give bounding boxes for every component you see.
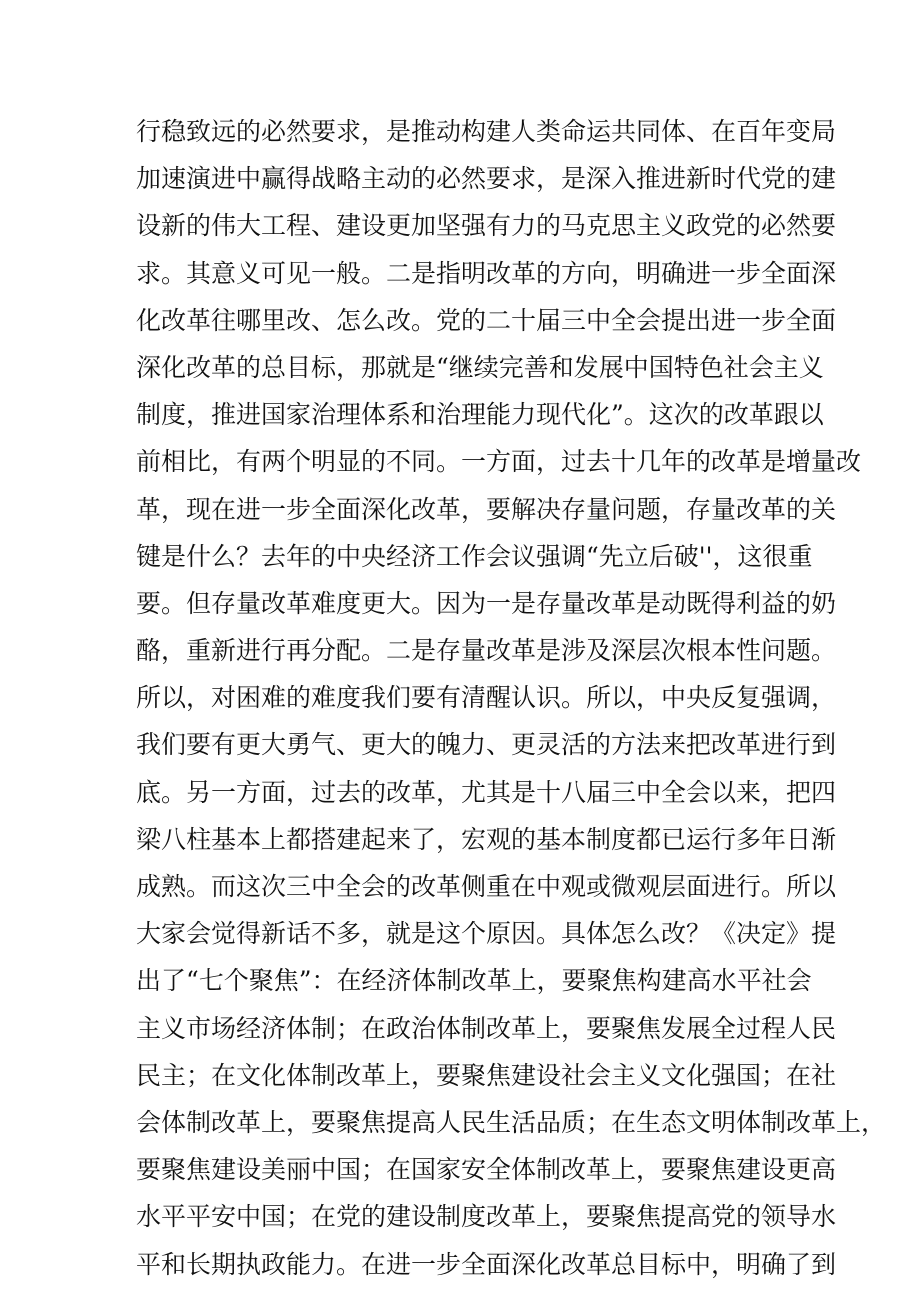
text-line: 平和长期执政能力。在进一步全面深化改革总目标中，明确了到 bbox=[136, 1249, 837, 1279]
text-line: 底。另一方面，过去的改革，尤其是十八届三中全会以来，把四 bbox=[136, 777, 837, 807]
text-line: 前相比，有两个明显的不同。一方面，过去十几年的改革是增量改 bbox=[136, 447, 862, 477]
text-line: 水平平安中国；在党的建设制度改革上，要聚焦提高党的领导水 bbox=[136, 1202, 837, 1232]
text-line: 会体制改革上，要聚焦提高人民生活品质；在生态文明体制改革上， bbox=[136, 1107, 887, 1137]
text-line: 梁八柱基本上都搭建起来了，宏观的基本制度都已运行多年日渐 bbox=[136, 824, 837, 854]
text-line: 化改革往哪里改、怎么改。党的二十届三中全会提出进一步全面 bbox=[136, 305, 837, 335]
text-line: 主义市场经济体制；在政治体制改革上，要聚焦发展全过程人民 bbox=[136, 1013, 837, 1043]
text-line: 出了“七个聚焦”：在经济体制改革上，要聚焦构建高水平社会 bbox=[136, 966, 812, 996]
text-line: 加速演进中赢得战略主动的必然要求，是深入推进新时代党的建 bbox=[136, 164, 837, 194]
body-text bbox=[136, 108, 887, 1288]
text-line: 所以，对困难的难度我们要有清醒认识。所以，中央反复强调， bbox=[136, 683, 837, 713]
text-line: 行稳致远的必然要求，是推动构建人类命运共同体、在百年变局 bbox=[136, 117, 837, 146]
text-line: 革，现在进一步全面深化改革，要解决存量问题，存量改革的关 bbox=[136, 494, 837, 524]
text-line: 要聚焦建设美丽中国；在国家安全体制改革上，要聚焦建设更高 bbox=[136, 1155, 837, 1185]
text-line: 制度，推进国家治理体系和治理能力现代化”。这次的改革跟以 bbox=[136, 400, 824, 430]
text-line: 民主；在文化体制改革上，要聚焦建设社会主义文化强国；在社 bbox=[136, 1060, 837, 1090]
text-line: 大家会觉得新话不多，就是这个原因。具体怎么改？《决定》提 bbox=[136, 919, 837, 949]
text-line: 设新的伟大工程、建设更加坚强有力的马克思主义政党的必然要 bbox=[136, 211, 837, 241]
text-line: 酪，重新进行再分配。二是存量改革是涉及深层次根本性问题。 bbox=[136, 636, 837, 666]
text-line: 键是什么？去年的中央经济工作会议强调“先立后破''，这很重 bbox=[136, 541, 813, 571]
text-line: 求。其意义可见一般。二是指明改革的方向，明确进一步全面深 bbox=[136, 258, 837, 288]
text-line: 成熟。而这次三中全会的改革侧重在中观或微观层面进行。所以 bbox=[136, 872, 837, 901]
text-line: 我们要有更大勇气、更大的魄力、更灵活的方法来把改革进行到 bbox=[136, 730, 837, 760]
text-line: 深化改革的总目标，那就是“继续完善和发展中国特色社会主义 bbox=[136, 352, 824, 382]
text-line: 要。但存量改革难度更大。因为一是存量改革是动既得利益的奶 bbox=[136, 588, 837, 618]
